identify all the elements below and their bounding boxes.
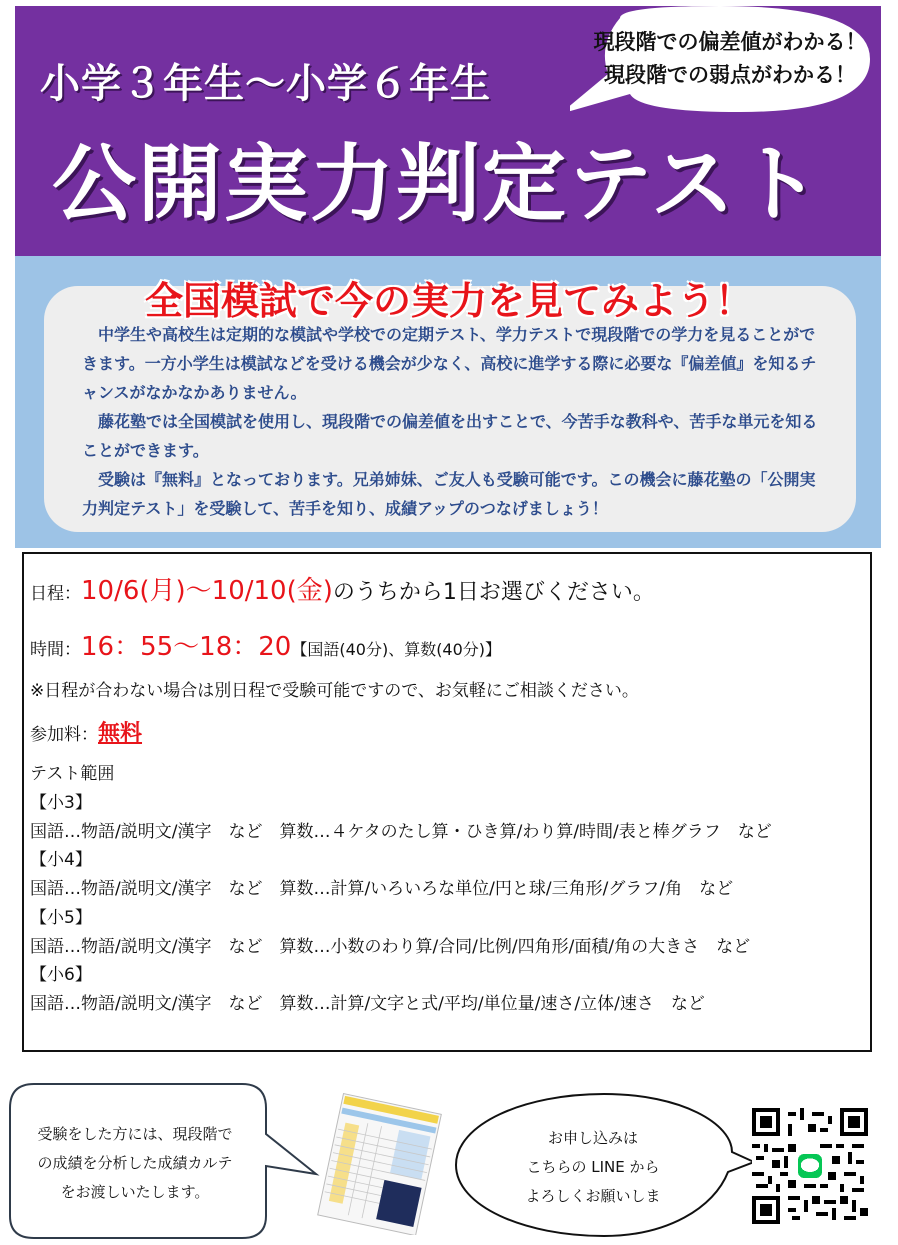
- fee-row: [30, 716, 142, 747]
- time-label: 時間：: [30, 640, 81, 660]
- time-suffix: 【国語(40分)、算数(40分)】: [291, 640, 502, 659]
- scope-title: テスト範囲: [30, 764, 115, 784]
- line-qr-code[interactable]: [752, 1108, 868, 1224]
- grade-4-content: 国語…物語/説明文/漢字 など 算数…計算/いろいろな単位/円と球/三角形/グラフ/角 など: [30, 879, 734, 899]
- schedule-note: ※日程が合わない場合は別日程で受験可能ですので、お気軽にご相談ください。: [30, 681, 639, 701]
- date-value: 10/6(月)～10/10(金): [81, 576, 333, 606]
- grade-title: 小学３年生～小学６年生: [40, 61, 491, 107]
- report-note-line-1: 受験をした方には、現段階で: [37, 1125, 233, 1143]
- speech-bubble-text: [580, 26, 880, 92]
- report-card-image: [302, 1090, 452, 1235]
- time-row: [30, 626, 501, 663]
- grade-5-content: 国語…物語/説明文/漢字 など 算数…小数のわり算/合同/比例/四角形/面積/角の大きさ など: [30, 937, 751, 957]
- intro-paragraph-3: 受験は『無料』となっております。兄弟姉妹、ご友人も受験可能です。この機会に藤花塾の「公開実力判定テスト」を受験して、苦手を知り、成績アップのつなげましょう！: [82, 470, 816, 518]
- grade-6-content: 国語…物語/説明文/漢字 など 算数…計算/文字と式/平均/単位量/速さ/立体/速さ など: [30, 994, 705, 1014]
- apply-line-3: よろしくお願いしま: [525, 1187, 661, 1205]
- grade-4-label: 【小4】: [30, 850, 92, 870]
- fee-value: 無料: [98, 721, 143, 746]
- intro-paragraph-1: 中学生や高校生は定期的な模試や学校での定期テスト、学力テストで現段階での学力を見ることができます。一方小学生は模試などを受ける機会が少なく、高校に進学する際に必要な『偏差値』を知るチャンスがなかなかありません。: [82, 325, 817, 402]
- date-label: 日程：: [30, 584, 81, 604]
- intro-heading: 全国模試で今の実力を見てみよう！: [144, 279, 753, 323]
- grade-5-label: 【小5】: [30, 908, 92, 928]
- bubble-line-2: 現段階での弱点がわかる！: [604, 63, 856, 87]
- main-title: 公開実力判定テスト: [52, 135, 823, 233]
- date-row: [30, 570, 655, 607]
- apply-note: [478, 1124, 708, 1211]
- fee-label: 参加料：: [30, 725, 98, 745]
- grade-3-label: 【小3】: [30, 793, 92, 813]
- grade-6-label: 【小6】: [30, 965, 92, 985]
- report-card-note: [20, 1120, 250, 1207]
- bubble-line-1: 現段階での偏差値がわかる！: [593, 30, 867, 54]
- grade-3-content: 国語…物語/説明文/漢字 など 算数…４ケタのたし算・ひき算/わり算/時間/表と棒グラフ など: [30, 822, 772, 842]
- apply-line-2: こちらの LINE から: [526, 1158, 660, 1176]
- report-note-line-3: をお渡しいたします。: [60, 1183, 210, 1201]
- intro-paragraph-2: 藤花塾では全国模試を使用し、現段階での偏差値を出すことで、今苦手な教科や、苦手な単元を知ることができます。: [82, 412, 818, 460]
- time-value: 16：55～18：20: [81, 632, 292, 662]
- date-suffix: のうちから1日お選びください。: [332, 580, 655, 605]
- report-note-line-2: の成績を分析した成績カルテ: [37, 1154, 233, 1172]
- intro-body: [82, 320, 822, 523]
- apply-line-1: お申し込みは: [547, 1129, 638, 1147]
